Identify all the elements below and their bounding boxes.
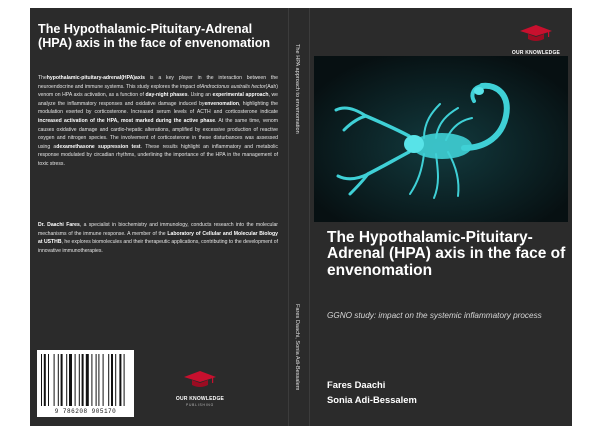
author-bio: Dr. Daachi Fares, a specialist in biochemistry and immunology, conducts research into the molecular mechanisms of the immune response. A member of the Laboratory of Cellular and Molecular Biology at USTHB, he explores biomolecules and their therapeutic applications, contributing to the development of innovative immunotherapies. [38,222,278,254]
spine [288,8,310,426]
back-cover [30,8,288,426]
spine-authors: Fares Daachi, Sonia Adi-Bessalem [294,304,300,391]
barcode [37,350,134,417]
scorpion-illustration [314,56,568,222]
author-name: Fares Daachi [327,379,386,390]
publisher-tagline: PUBLISHING [186,403,214,407]
publisher-name: OUR KNOWLEDGE [175,396,225,402]
back-cover-abstract: Thehypothalamic-pituitary-adrenal(HPA)axis is a key player in the interaction between the neuroendocrine and immune systems. This study explores the impact ofAndroctonus australis hector(Aah) venom on HPA axis activation, as a function of day-night phases. Using an experimental approach, we analyze the inflammatory responses and oxidative damage induced byenvenomation, highlighting the modulation exerted by corticosterone. Increased serum levels of ACTH and corticosterone indicate increased activation of the HPA, most marked during the active phase. At the same time, venom causes oxidative damage and cardio-hepatic alterations, amplified by excessive production of reactive oxygen and nitrogen species. The involvement of corticosterone in these disturbances was assessed using adexamethasone suppression test. These results highlight an inflammatory and metabolic response modulated by circadian rhythms, underlining the importance of the HPA in the management of toxic stress. [38,75,279,167]
publisher-name: OUR KNOWLEDGE [511,50,561,56]
publisher-logo-icon [519,24,553,44]
back-cover-title: The Hypothalamic-Pituitary-Adrenal (HPA) axis in the face of envenomation [38,22,271,50]
author-name: Sonia Adi-Bessalem [327,393,417,405]
barcode-bars [41,354,130,406]
author-list [327,378,417,407]
front-cover-title: The Hypothalamic-Pituitary-Adrenal (HPA) axis in the face of envenomation [327,229,566,279]
spine-title: The HPA approach to envenomation [294,44,300,134]
publisher-logo-icon [183,370,217,390]
cover-image [314,56,568,222]
isbn-number: 9 786208 905170 [54,408,117,415]
front-cover [310,8,572,426]
publisher-logo [170,370,230,407]
front-cover-subtitle: GGNO study: impact on the systemic inflammatory process [327,311,542,320]
